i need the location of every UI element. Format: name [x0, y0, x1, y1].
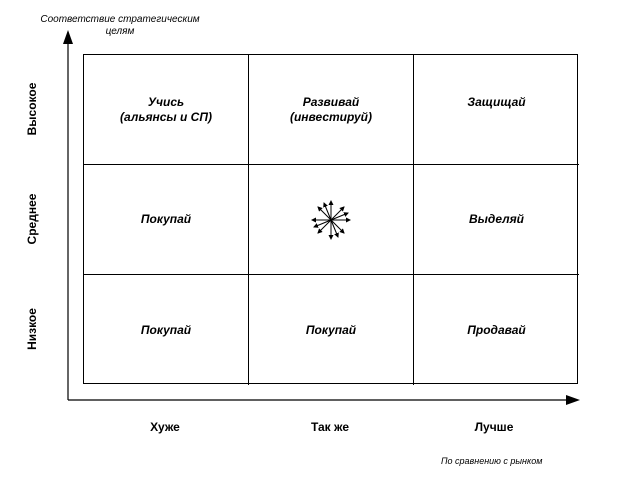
- cell-medium-worse: [84, 165, 249, 275]
- cell-text: Выделяй: [468, 212, 524, 226]
- y-axis-title: [20, 14, 220, 38]
- cell-text: Учись: [147, 95, 185, 109]
- compass-arrows-icon: [309, 198, 353, 242]
- cell-subtext: (инвестируй): [289, 110, 373, 124]
- row-label-low: Низкое: [25, 308, 39, 350]
- y-axis-title-line1: Соответствие стратегическим: [40, 14, 200, 25]
- cell-subtext: (альянсы и СП): [120, 110, 212, 124]
- col-label-same: Так же: [310, 420, 350, 434]
- cell-high-better: [414, 55, 579, 165]
- col-label-worse: Хуже: [150, 420, 180, 434]
- cell-text: Покупай: [305, 322, 357, 337]
- cell-low-worse: [84, 275, 249, 385]
- cell-high-same: [249, 55, 414, 165]
- cell-medium-better: [414, 165, 579, 275]
- y-axis-title-line2: целям: [105, 26, 135, 37]
- x-axis-title: По сравнению с рынком: [441, 456, 543, 466]
- cell-medium-same: [249, 165, 414, 275]
- cell-low-better: [414, 275, 579, 385]
- row-label-medium: Среднее: [25, 193, 39, 245]
- cell-text: Продавай: [467, 322, 526, 337]
- x-axis-arrow: [566, 395, 580, 405]
- cell-text: Покупай: [140, 322, 192, 337]
- cell-text: Покупай: [140, 212, 192, 226]
- row-label-high: Высокое: [25, 82, 39, 136]
- cell-low-same: [249, 275, 414, 385]
- cell-text: Развивай: [302, 95, 360, 109]
- strategy-matrix: [83, 54, 578, 384]
- cell-text: Защищай: [467, 95, 526, 109]
- col-label-better: Лучше: [474, 420, 514, 434]
- cell-high-worse: [84, 55, 249, 165]
